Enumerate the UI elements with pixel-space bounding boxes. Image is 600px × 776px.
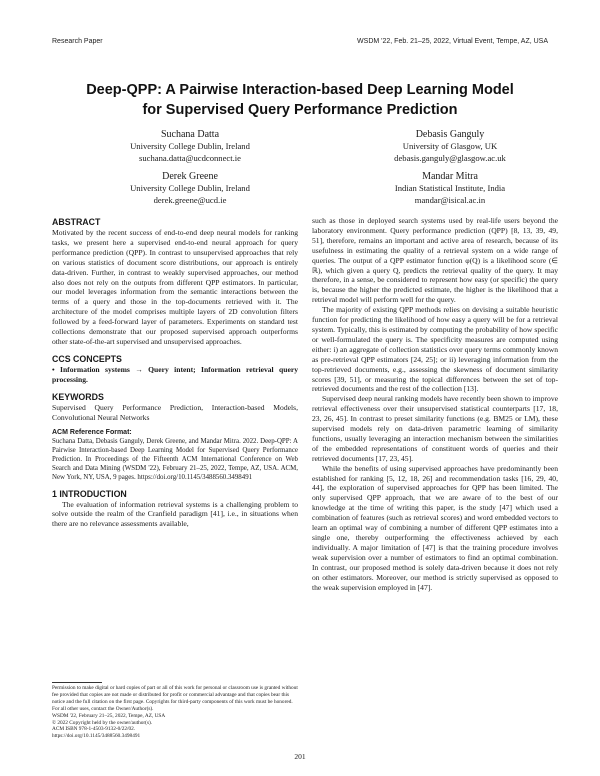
keywords-heading: KEYWORDS — [52, 391, 104, 402]
introduction-heading: 1 INTRODUCTION — [52, 488, 127, 499]
running-header-right: WSDM '22, Feb. 21–25, 2022, Virtual Event, Tempe, AZ, USA — [357, 38, 548, 45]
permission-copyright: © 2022 Copyright held by the owner/author(s). — [52, 719, 153, 726]
author-block-2 — [340, 128, 560, 164]
author-block-4 — [340, 170, 560, 206]
abstract-heading: ABSTRACT — [52, 217, 101, 227]
page-number: 201 — [294, 752, 306, 761]
acm-reference-text: Suchana Datta, Debasis Ganguly, Derek Greene, and Mandar Mitra. 2022. Deep-QPP: A Pairwise Interaction-based Deep Learning Model for Supervised Query Performance Prediction. In Proceedings of the Fifteenth ACM International Conference on Web Search and Data Mining (WSDM '22), February 21–25, 2022, Tempe, AZ, USA. ACM, New York, NY, USA, 9 pages. https://doi.org/10.1145/3488560.3498491 — [52, 437, 298, 481]
acm-reference-heading: ACM Reference Format: — [52, 428, 132, 436]
title-line-1: Deep-QPP: A Pairwise Interaction-based Deep Learning Model — [86, 82, 514, 98]
author-name: Debasis Ganguly — [415, 129, 485, 140]
author-affiliation: University College Dublin, Ireland — [130, 183, 250, 193]
paper-title — [40, 80, 560, 120]
intro-paragraph-1-cont: such as those in deployed search systems used by real-life users beyond the laboratory environment. Query performance prediction (QPP) [8, 13, 39, 49, 51], therefore, remains an important and active area of research, because of its usefulness in estimating the quality of a retrieval system on a wide range of queries. The output of a QPP estimator function φ(Q) is a likelihood score (∈ ℝ), which given a query Q, predicts the retrieval quality of the query. It may therefore, in a sense, be considered to represent how easy (or specific) the query is, because the higher the predicted estimate, the higher is the likelihood that a retrieval model will perform well for the query. — [312, 216, 558, 305]
author-name: Mandar Mitra — [422, 171, 478, 182]
author-email: mandar@isical.ac.in — [414, 194, 486, 205]
intro-paragraph-3: Supervised deep neural ranking models have recently been shown to improve retrieval effectiveness over their unsupervised statistical counterparts [17, 18, 23, 26, 45]. In contrast to preset similarity functions (e.g. BM25 or LM), these supervised models rely on data-driven parametric learning of similarity functions, usually leveraging an interaction mechanism between the similarities of the embedded representations of constituent words of queries and their retrieved documents [17, 23, 45]. — [312, 394, 558, 463]
author-affiliation: Indian Statistical Institute, India — [394, 183, 506, 193]
permission-block — [52, 685, 298, 740]
ccs-heading: CCS CONCEPTS — [52, 353, 122, 364]
permission-doi: https://doi.org/10.1145/3488560.3498491 — [52, 733, 141, 740]
running-header-left: Research Paper — [52, 38, 103, 45]
author-block-3 — [80, 170, 300, 206]
abstract-text: Motivated by the recent success of end-to-end deep neural models for ranking tasks, we present here a supervised end-to-end neural approach for query performance prediction (QPP). In contrast to unsupervised approaches that rely on various statistics of document score distributions, our approach is entirely data-driven. Further, in contrast to weakly supervised approaches, our method also does not rely on the outputs from different QPP estimators. In particular, our model leverages information from the semantic interactions between the terms of a query and those in the top-documents retrieved with it. The architecture of the model comprises multiple layers of 2D convolution filters followed by a feed-forward layer of parameters. Experiments on standard test collections demonstrate that our proposed supervised approach outperforms other state-of-the-art supervised and unsupervised approaches. — [52, 228, 298, 346]
author-email: suchana.datta@ucdconnect.ie — [139, 152, 241, 163]
author-email: debasis.ganguly@glasgow.ac.uk — [394, 152, 506, 163]
author-block-1 — [80, 128, 300, 164]
keywords-text: Supervised Query Performance Prediction, Interaction-based Models, Convolutional Neural Networks — [52, 402, 298, 422]
author-email: derek.greene@ucd.ie — [153, 194, 227, 205]
author-name: Suchana Datta — [160, 129, 220, 140]
title-line-2: for Supervised Query Performance Prediction — [142, 102, 458, 118]
ccs-text: • Information systems → Query intent; Information retrieval query processing. — [52, 364, 298, 384]
permission-isbn: ACM ISBN 978-1-4503-9132-0/22/02. — [52, 726, 136, 733]
author-affiliation: University of Glasgow, UK — [402, 141, 498, 151]
intro-paragraph-1-start: The evaluation of information retrieval systems is a challenging problem to solve outside the realm of the Cranfield paradigm [41], i.e., in situations when there are no relevance assessments available, — [52, 499, 298, 529]
author-affiliation: University College Dublin, Ireland — [130, 141, 250, 151]
right-column — [312, 216, 558, 592]
author-name: Derek Greene — [162, 171, 218, 182]
permission-text: Permission to make digital or hard copies of part or all of this work for personal or classroom use is granted without fee provided that copies are not made or distributed for profit or commercial advantage and that copies bear this notice and the full citation on the first page. Copyrights for third-party components of this work must be honored. For all other uses, contact the Owner/Author(s). — [52, 685, 298, 712]
permission-venue: WSDM '22, February 21–25, 2022, Tempe, AZ, USA — [52, 712, 166, 719]
intro-paragraph-4: While the benefits of using supervised approaches have predominantly been established for ranking [5, 12, 18, 26] and recommendation tasks [16, 29, 40, 44], the exploration of supervised approaches for QPP has been limited. The only supervised QPP approach, that we are aware of to the best of our knowledge at the time of writing this paper, is the study [47] which used a combination of features (such as retrieval scores) and word embedded vectors to learn an optimal way of combining a number of different QPP estimates into a single one, thereby outperforming the effectiveness achieved by each individually. A major limitation of [47] is that the training procedure involves weak supervision over a number of estimators to find an optimal combination. In contrast, our proposed method is solely data-driven because it does not rely on other estimators. Moreover, our method is strictly supervised as opposed to the weak supervision employed in [47]. — [312, 463, 558, 592]
footnote-rule — [52, 682, 102, 683]
left-column — [52, 216, 298, 529]
intro-paragraph-2: The majority of existing QPP methods relies on devising a suitable heuristic function for predicting the likelihood of how easy a query will be for a retrieval system. Typically, this is estimated by computing the probability of how specific or well-formulated the query is. The specificity measures are computed using either: i) an aggregate of collection statistics over query terms commonly known as pre-retrieval QPP estimators [24, 25]; or ii) leveraging information from the top-retrieved documents, e.g., assessing the skewness of document similarity scores [39, 51], or measuring the topical differences between the set of top-retrieved documents and the rest of the collection [13]. — [312, 305, 558, 394]
